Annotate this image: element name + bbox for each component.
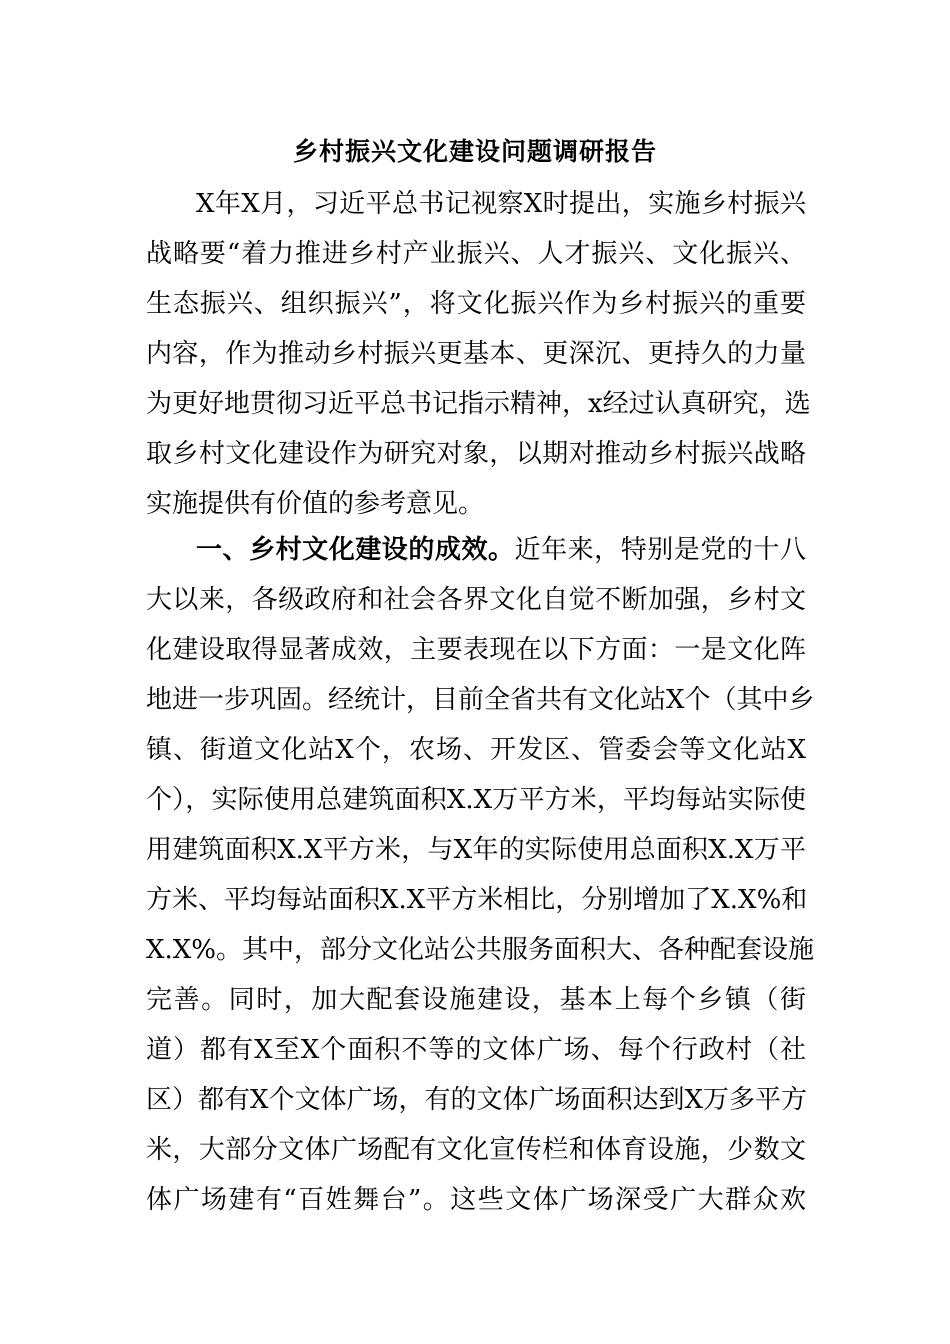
paragraph-line: 米，大部分文体广场配有文化宣传栏和体育设施，少数文: [146, 1135, 806, 1165]
paragraph-line: X.X%。其中，部分文化站公共服务面积大、各种配套设施: [146, 935, 814, 965]
paragraph-line: 道）都有X至X个面积不等的文体广场、每个行政村（社: [146, 1035, 806, 1065]
section-first-line-text: 近年来，特别是党的十八: [514, 535, 806, 565]
paragraph-line: 生态振兴、组织振兴”，将文化振兴作为乡村振兴的重要: [146, 289, 806, 319]
paragraph-line: 取乡村文化建设作为研究对象，以期对推动乡村振兴战略: [146, 439, 806, 469]
paragraph-line: 战略要“着力推进乡村产业振兴、人才振兴、文化振兴、: [146, 239, 806, 269]
paragraph-line: 区）都有X个文体广场，有的文体广场面积达到X万多平方: [146, 1085, 808, 1115]
paragraph-line: 大以来，各级政府和社会各界文化自觉不断加强，乡村文: [146, 585, 806, 615]
paragraph-line: 个），实际使用总建筑面积X.X万平方米，平均每站实际使: [146, 785, 806, 815]
paragraph-line: 实施提供有价值的参考意见。: [146, 489, 485, 519]
section-heading: 一、乡村文化建设的成效。: [196, 535, 515, 565]
paragraph-line: 为更好地贯彻习近平总书记指示精神，x经过认真研究，选: [146, 389, 811, 419]
paragraph-line: 方米、平均每站面积X.X平方米相比，分别增加了X.X%和: [146, 885, 808, 915]
paragraph-line: 镇、街道文化站X个，农场、开发区、管委会等文化站X: [146, 735, 806, 765]
paragraph-line: 用建筑面积X.X平方米，与X年的实际使用总面积X.X万平: [146, 835, 806, 865]
paragraph-line: 化建设取得显著成效，主要表现在以下方面：一是文化阵: [146, 635, 806, 665]
paragraph-line: 完善。同时，加大配套设施建设，基本上每个乡镇（街: [146, 985, 806, 1015]
paragraph-line: X年X月，习近平总书记视察X时提出，实施乡村振兴: [196, 189, 806, 219]
paragraph-line: 地进一步巩固。经统计，目前全省共有文化站X个（其中乡: [146, 685, 815, 715]
paragraph-line: 内容，作为推动乡村振兴更基本、更深沉、更持久的力量: [146, 339, 806, 369]
section-first-line: [196, 525, 806, 575]
paragraph-line: 体广场建有“百姓舞台”。这些文体广场深受广大群众欢: [146, 1185, 806, 1215]
document-title: 乡村振兴文化建设问题调研报告: [292, 137, 657, 166]
